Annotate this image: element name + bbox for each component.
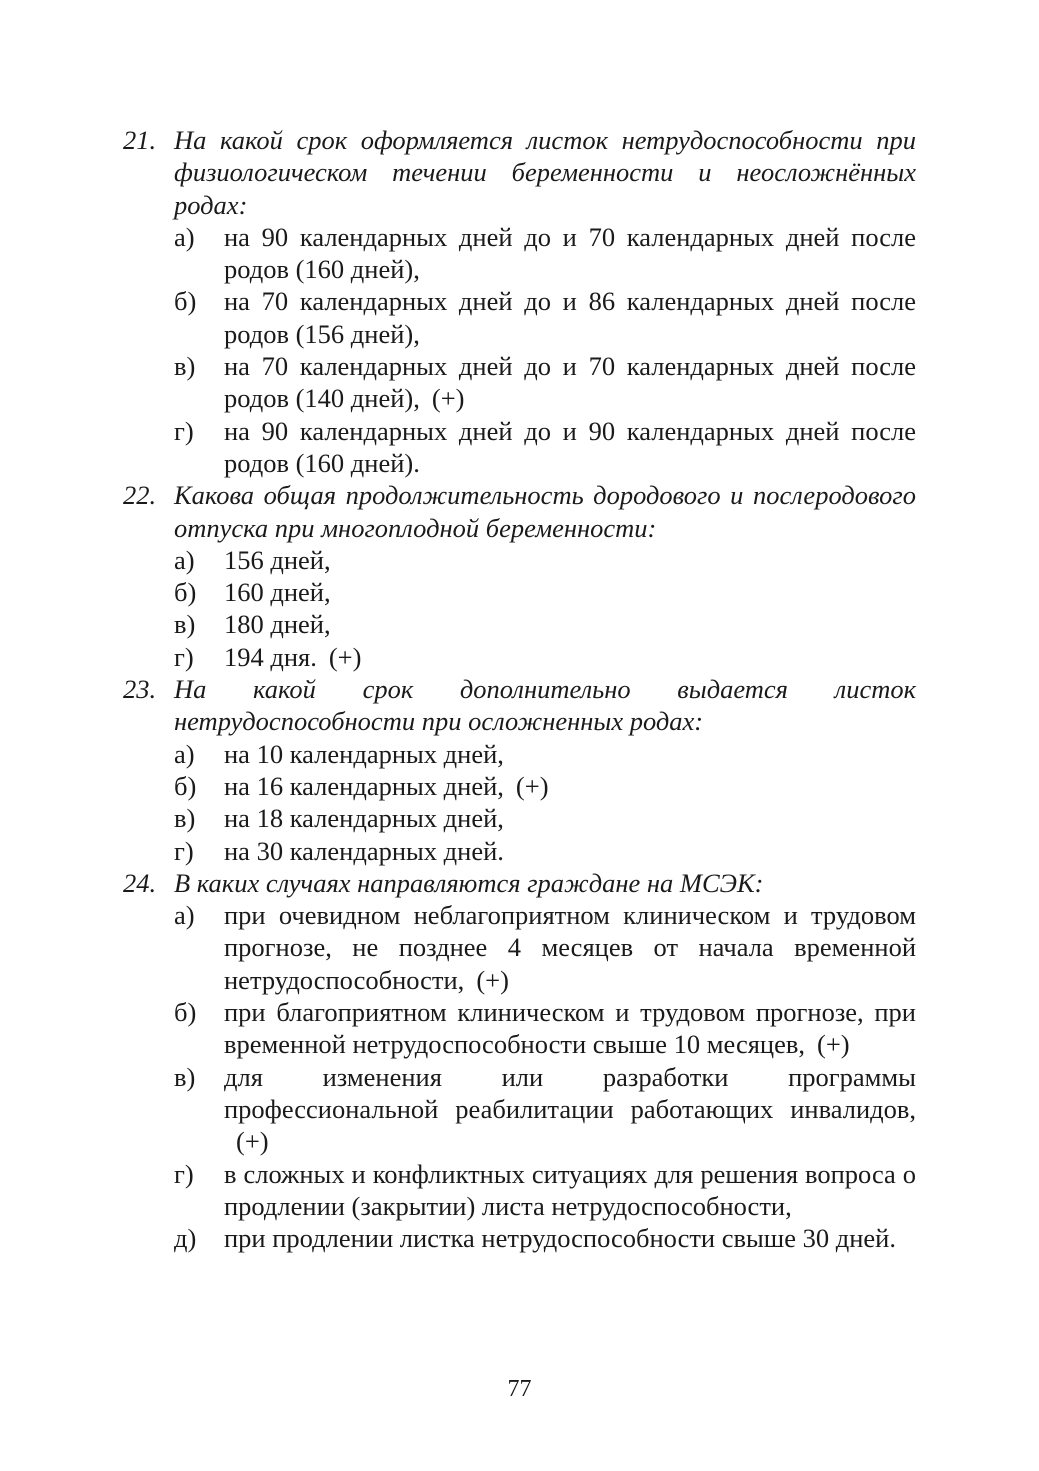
option-text: на 70 календарных дней до и 70 календарных дней после родов (140 дней), [224, 351, 916, 414]
answer-option [123, 802, 916, 834]
correct-mark: (+) [328, 641, 362, 672]
answer-option [123, 1222, 916, 1254]
option-letter: б) [174, 286, 197, 317]
option-letter: д) [174, 1223, 197, 1254]
answer-option [123, 350, 916, 415]
option-letter: г) [174, 415, 194, 446]
answer-options [123, 899, 916, 1254]
question-number: 22. [123, 480, 157, 511]
option-letter: г) [174, 641, 194, 672]
answer-option [123, 1061, 916, 1158]
question-text: В каких случаях направляются граждане на МСЭК: [174, 867, 764, 898]
page-number: 77 [507, 1376, 532, 1402]
answer-option [123, 285, 916, 350]
answer-option [123, 221, 916, 286]
option-text: 180 дней, [224, 609, 331, 640]
correct-mark: (+) [817, 1029, 850, 1060]
correct-mark: (+) [236, 1126, 269, 1157]
question-block [123, 124, 916, 479]
question-text: Какова общая продолжительность дородового и послеродового отпуска при многоплодной беременности: [174, 480, 916, 543]
option-letter: б) [174, 770, 197, 801]
question-number: 21. [123, 125, 157, 155]
option-letter: в) [174, 351, 196, 382]
question-text: На какой срок оформляется листок нетрудоспособности при физиологическом течении беременности и неосложнённых родах: [174, 125, 916, 220]
answer-option [123, 996, 916, 1061]
option-letter: а) [174, 544, 195, 575]
question [123, 479, 916, 544]
answer-option [123, 899, 916, 996]
answer-option [123, 1158, 916, 1223]
option-text: 194 дня. [224, 641, 317, 672]
question [123, 867, 916, 899]
option-text: для изменения или разработки программы профессиональной реабилитации работающих инвалидов, [224, 1061, 916, 1124]
option-letter: в) [174, 1061, 196, 1092]
option-text: при продлении листка нетрудоспособности свыше 30 дней. [224, 1223, 896, 1254]
answer-options [123, 221, 916, 479]
answer-option [123, 738, 916, 770]
correct-mark: (+) [476, 964, 509, 995]
option-text: 160 дней, [224, 577, 331, 608]
option-letter: а) [174, 221, 195, 252]
option-text: при благоприятном клиническом и трудовом прогнозе, при временной нетрудоспособности свыше 10 месяцев, [224, 997, 916, 1060]
option-letter: г) [174, 1158, 194, 1189]
question-block [123, 673, 916, 867]
option-letter: г) [174, 835, 194, 866]
answer-option [123, 608, 916, 640]
question-text: На какой срок дополнительно выдается листок нетрудоспособности при осложненных родах: [174, 674, 916, 737]
question-number: 23. [123, 674, 157, 705]
answer-option [123, 415, 916, 480]
option-text: на 16 календарных дней, [224, 770, 504, 801]
question [123, 673, 916, 738]
answer-option [123, 576, 916, 608]
option-letter: в) [174, 609, 196, 640]
answer-option [123, 641, 916, 673]
option-letter: а) [174, 900, 195, 931]
option-text: при очевидном неблагоприятном клиническом и трудовом прогнозе, не позднее 4 месяцев от начала временной нетрудоспособности, [224, 900, 916, 995]
option-text: на 10 календарных дней, [224, 738, 504, 769]
answer-options [123, 544, 916, 673]
option-letter: в) [174, 803, 196, 834]
answer-options [123, 738, 916, 867]
question [123, 124, 916, 221]
answer-option [123, 770, 916, 802]
answer-option [123, 544, 916, 576]
question-number: 24. [123, 867, 157, 898]
option-letter: б) [174, 997, 197, 1028]
correct-mark: (+) [515, 770, 549, 801]
answer-option [123, 835, 916, 867]
option-letter: б) [174, 577, 197, 608]
page-content [123, 124, 916, 1254]
option-letter: а) [174, 738, 195, 769]
option-text: на 70 календарных дней до и 86 календарных дней после родов (156 дней), [224, 286, 916, 349]
option-text: на 30 календарных дней. [224, 835, 504, 866]
option-text: на 18 календарных дней, [224, 803, 504, 834]
option-text: в сложных и конфликтных ситуациях для решения вопроса о продлении (закрытии) листа нетрудоспособности, [224, 1158, 916, 1221]
option-text: 156 дней, [224, 544, 331, 575]
option-text: на 90 календарных дней до и 70 календарных дней после родов (160 дней), [224, 221, 916, 285]
correct-mark: (+) [431, 383, 465, 414]
option-text: на 90 календарных дней до и 90 календарных дней после родов (160 дней). [224, 415, 916, 478]
question-block [123, 479, 916, 673]
question-block [123, 867, 916, 1255]
